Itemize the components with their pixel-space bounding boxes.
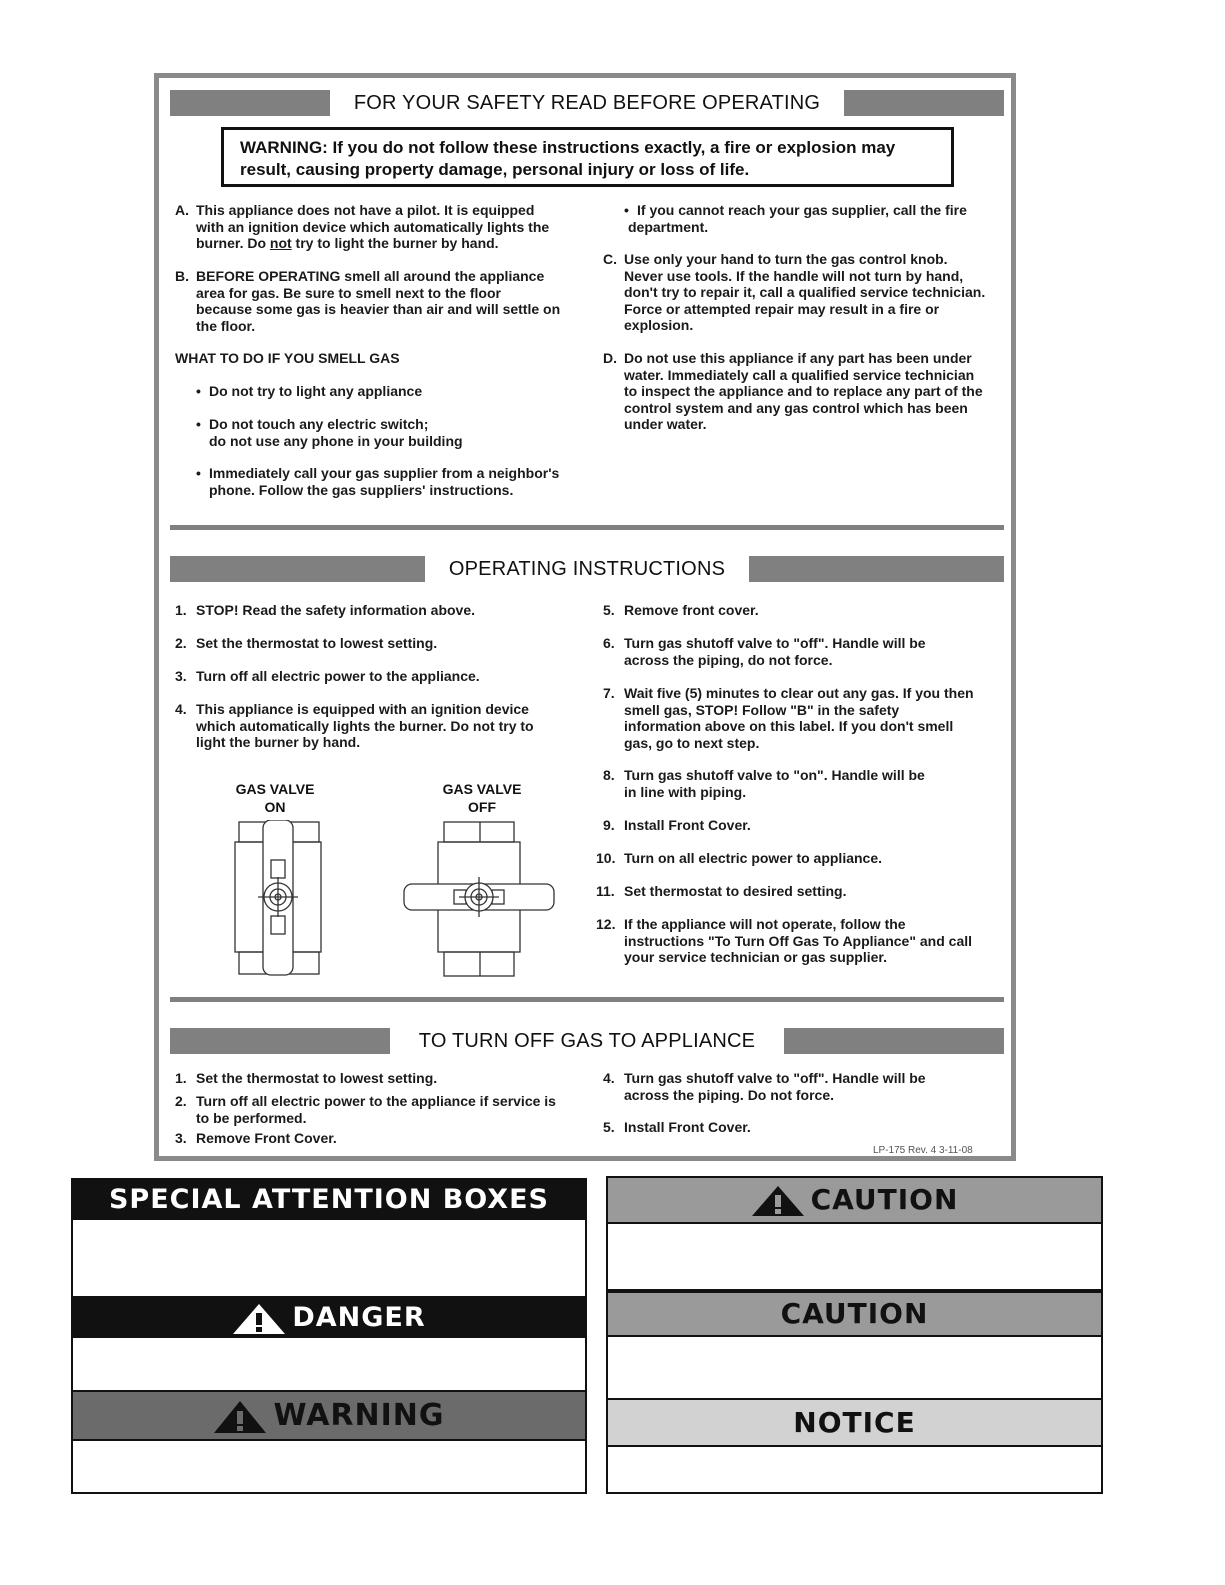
item-line: BEFORE OPERATING smell all around the appliance [196, 268, 545, 284]
step-line: Set thermostat to desired setting. [624, 883, 847, 899]
caption-line: OFF [468, 799, 496, 815]
step-number: 7. [603, 685, 615, 701]
step-line: gas, go to next step. [624, 734, 760, 751]
item-line: the floor. [196, 317, 256, 334]
step-number: 4. [603, 1070, 615, 1086]
item-line: water. Immediately call a qualified service technician [624, 366, 975, 383]
step-number: 2. [175, 635, 187, 651]
item-line: control system and any gas control which has been [624, 399, 968, 416]
step-number: 4. [175, 701, 187, 717]
step-number: 6. [603, 635, 615, 651]
bullet-line: do not use any phone in your building [209, 432, 463, 449]
step-line: instructions "To Turn Off Gas To Appliance" and call [624, 932, 973, 949]
item-line: try to light the burner by hand. [291, 235, 499, 251]
item-line: don't try to repair it, call a qualified service technician. [624, 284, 986, 300]
step-line: If the appliance will not operate, follow the [624, 916, 906, 932]
item-line: Do not use this appliance if any part has been under [624, 350, 972, 366]
item-key: C. [603, 251, 617, 267]
step-line: Remove front cover. [624, 602, 759, 618]
caution-title-plain: CAUTION [608, 1293, 1101, 1337]
item-line: Never use tools. If the handle will not turn by hand, [624, 267, 964, 284]
item-line: burner. Do [196, 235, 270, 251]
warning-box [221, 127, 954, 187]
step-number: 5. [603, 1119, 615, 1135]
caution-box-with-icon [606, 1176, 1103, 1291]
danger-warning-triangle-icon [232, 1303, 286, 1335]
caption-line: GAS VALVE [442, 781, 522, 797]
step-line: Turn off all electric power to the appliance if service is [196, 1093, 556, 1109]
item-line: Force or attempted repair may result in a fire or [624, 300, 940, 317]
valve-off-caption [422, 780, 542, 816]
item-line: because some gas is heavier than air and will settle on [196, 301, 561, 317]
bullet-line: Immediately call your gas supplier from a neighbor's [209, 465, 560, 481]
item-line: under water. [624, 416, 707, 432]
bullet-line: Do not touch any electric switch; [209, 416, 429, 432]
step-number: 8. [603, 767, 615, 783]
turnoff-header [170, 1028, 1004, 1054]
warning-title: WARNING [273, 1398, 445, 1433]
caption-line: ON [264, 799, 286, 815]
step-number: 3. [175, 1130, 187, 1146]
step-line: This appliance is equipped with an ignition device [196, 701, 529, 717]
step-number: 1. [175, 1070, 187, 1086]
bullet-line: If you cannot reach your gas supplier, call the fire [637, 202, 967, 218]
gas-valve-off-drawing [400, 820, 560, 980]
step-line: your service technician or gas supplier. [624, 949, 887, 965]
step-line: Install Front Cover. [624, 1119, 751, 1135]
item-line: explosion. [624, 317, 694, 333]
operating-header-title: OPERATING INSTRUCTIONS [435, 558, 739, 580]
step-line: Set the thermostat to lowest setting. [196, 635, 438, 651]
special-attention-box [71, 1178, 587, 1298]
caution-box [606, 1291, 1103, 1400]
notice-box [606, 1398, 1103, 1494]
step-number: 1. [175, 602, 187, 618]
warning-attention-box [71, 1390, 587, 1494]
item-key: A. [175, 202, 189, 218]
step-number: 12. [596, 916, 616, 932]
step-number: 9. [603, 817, 615, 833]
step-number: 11. [596, 883, 615, 899]
step-number: 5. [603, 602, 615, 618]
step-line: to be performed. [196, 1109, 307, 1126]
step-line: Turn on all electric power to appliance. [624, 850, 883, 866]
valve-on-caption [215, 780, 335, 816]
turnoff-header-title: TO TURN OFF GAS TO APPLIANCE [405, 1030, 769, 1052]
step-number: 10. [596, 850, 616, 866]
special-attention-title: SPECIAL ATTENTION BOXES [73, 1180, 585, 1220]
notice-title: NOTICE [608, 1400, 1101, 1447]
underlined-word: not [269, 235, 292, 251]
step-line: across the piping, do not force. [624, 651, 833, 668]
step-line: information above on this label. If you don't smell [624, 718, 954, 734]
item-line: This appliance does not have a pilot. It is equipped [196, 202, 535, 218]
step-line: Turn gas shutoff valve to "on". Handle will be [624, 767, 925, 783]
step-line: STOP! Read the safety information above. [196, 602, 476, 618]
revision-code: LP-175 Rev. 4 3-11-08 [873, 1145, 973, 1156]
step-line: Turn off all electric power to the appliance. [196, 668, 480, 684]
item-key: B. [175, 268, 189, 284]
step-line: smell gas, STOP! Follow "B" in the safety [624, 701, 900, 718]
item-line: area for gas. Be sure to smell next to the floor [196, 284, 501, 301]
item-line: to inspect the appliance and to replace any part of the [624, 383, 983, 399]
step-line: which automatically lights the burner. Do not try to [196, 717, 534, 734]
step-line: Turn gas shutoff valve to "off". Handle will be [624, 635, 926, 651]
caution-triangle-icon [751, 1185, 805, 1217]
step-number: 2. [175, 1093, 187, 1109]
step-line: Remove Front Cover. [196, 1130, 337, 1146]
item-key: D. [603, 350, 617, 366]
bullet-line: Do not try to light any appliance [209, 383, 423, 399]
danger-title: DANGER [292, 1302, 426, 1333]
step-line: across the piping. Do not force. [624, 1086, 835, 1103]
item-line: Use only your hand to turn the gas control knob. [624, 251, 948, 267]
step-line: Set the thermostat to lowest setting. [196, 1070, 438, 1086]
warning-line-1: WARNING: If you do not follow these instructions exactly, a fire or explosion may [240, 138, 896, 157]
warning-line-2: result, causing property damage, personal injury or loss of life. [240, 160, 750, 179]
gas-valve-on-drawing [225, 820, 330, 980]
step-line: Turn gas shutoff valve to "off". Handle will be [624, 1070, 926, 1086]
section-divider [170, 525, 1004, 530]
step-line: Wait five (5) minutes to clear out any gas. If you then [624, 685, 974, 701]
bullet-line: phone. Follow the gas suppliers' instructions. [209, 481, 514, 498]
danger-box [71, 1296, 587, 1392]
safety-header [170, 90, 1004, 116]
safety-header-title: FOR YOUR SAFETY READ BEFORE OPERATING [340, 92, 834, 114]
step-line: light the burner by hand. [196, 734, 361, 750]
caution-title: CAUTION [810, 1183, 959, 1216]
operating-header [170, 556, 1004, 582]
step-number: 3. [175, 668, 187, 684]
step-line: Install Front Cover. [624, 817, 751, 833]
item-line: with an ignition device which automatically lights the [196, 218, 550, 235]
caption-line: GAS VALVE [235, 781, 315, 797]
bullet-line: department. [628, 218, 709, 235]
step-line: in line with piping. [624, 783, 747, 800]
smell-gas-heading: WHAT TO DO IF YOU SMELL GAS [175, 350, 400, 366]
warning-triangle-icon [213, 1400, 267, 1434]
section-divider [170, 997, 1004, 1002]
